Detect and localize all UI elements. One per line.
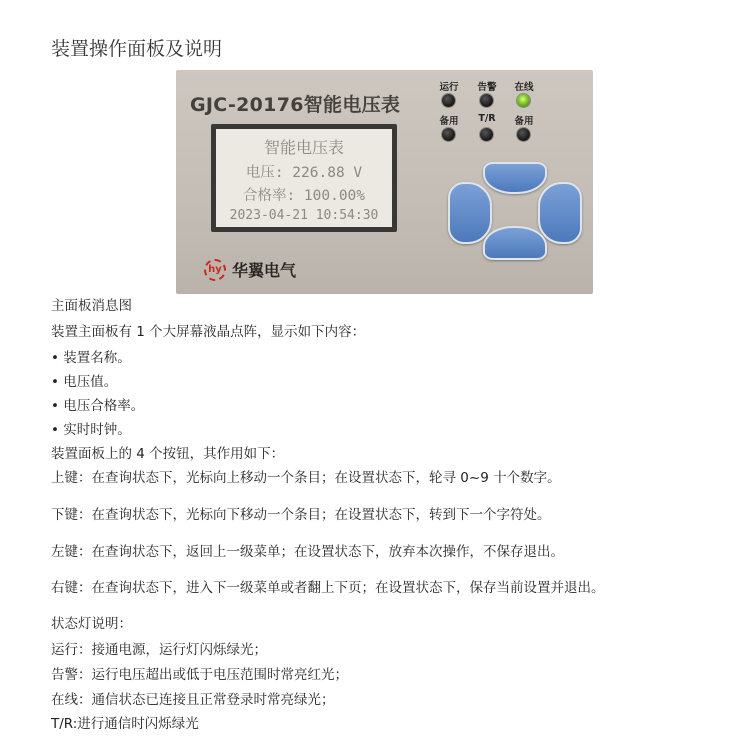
lcd-intro: 装置主面板有 1 个大屏幕液晶点阵，显示如下内容： (51, 324, 366, 340)
button-desc-down: 下键：在查询状态下，光标向下移动一个条目；在设置状态下，转到下一个字符处。 (51, 507, 551, 523)
bullet-item: • 电压合格率。 (51, 394, 144, 414)
led-alarm-icon (480, 94, 493, 107)
bullet-item: • 装置名称。 (51, 346, 131, 366)
led-spare2-icon (517, 128, 530, 141)
up-key-button[interactable] (483, 162, 547, 194)
button-desc-up: 上键：在查询状态下，光标向上移动一个条目；在设置状态下，轮寻 0~9 十个数字。 (51, 470, 561, 486)
led-run-icon (442, 94, 455, 107)
left-key-button[interactable] (448, 182, 492, 244)
led-label-alarm: 告警 (477, 82, 497, 93)
status-title: 状态灯说明： (51, 616, 132, 632)
lcd-voltage: 电压: 226.88 V (245, 165, 363, 181)
lcd-device-name: 智能电压表 (263, 138, 344, 157)
status-alarm: 告警：运行电压超出或低于电压范围时常亮红光； (51, 667, 348, 683)
status-online: 在线：通信状态已连接且正常登录时常亮绿光； (51, 692, 335, 708)
bullet-item: • 实时时钟。 (51, 418, 131, 438)
down-key-button[interactable] (483, 226, 547, 260)
led-label-tr: T/R (478, 113, 496, 124)
led-online-icon (517, 94, 530, 107)
device-model-label: GJC-20176智能电压表 (190, 94, 401, 116)
button-desc-left: 左键：在查询状态下，返回上一级菜单；在设置状态下，放弃本次操作，不保存退出。 (51, 544, 564, 560)
brand-mark-icon: hy (204, 259, 226, 281)
lcd-pass-rate: 合格率: 100.00% (242, 188, 366, 204)
direction-keypad (448, 162, 582, 260)
led-spare1-icon (442, 128, 455, 141)
brand-name: 华翼电气 (232, 261, 297, 280)
led-tr-icon (480, 128, 493, 141)
device-panel-photo (176, 70, 593, 294)
button-desc-right: 右键：在查询状态下，进入下一级菜单或者翻上下页；在设置状态下，保存当前设置并退出。 (51, 580, 605, 596)
led-label-spare1: 备用 (439, 116, 459, 127)
brand-logo (204, 258, 296, 281)
led-label-run: 运行 (439, 82, 459, 93)
buttons-intro: 装置面板上的 4 个按钮，其作用如下： (51, 446, 285, 462)
status-run: 运行：接通电源，运行灯闪烁绿光； (51, 642, 267, 658)
status-tr: T/R:进行通信时闪烁绿光 (51, 716, 199, 732)
led-label-spare2: 备用 (514, 116, 534, 127)
led-label-online: 在线 (514, 82, 534, 93)
page-title: 装置操作面板及说明 (51, 38, 223, 60)
lcd-display (211, 124, 397, 232)
lcd-clock: 2023-04-21 10:54:30 (229, 208, 379, 223)
figure-caption: 主面板消息图 (51, 298, 132, 314)
bullet-item: • 电压值。 (51, 370, 117, 390)
right-key-button[interactable] (538, 182, 582, 244)
